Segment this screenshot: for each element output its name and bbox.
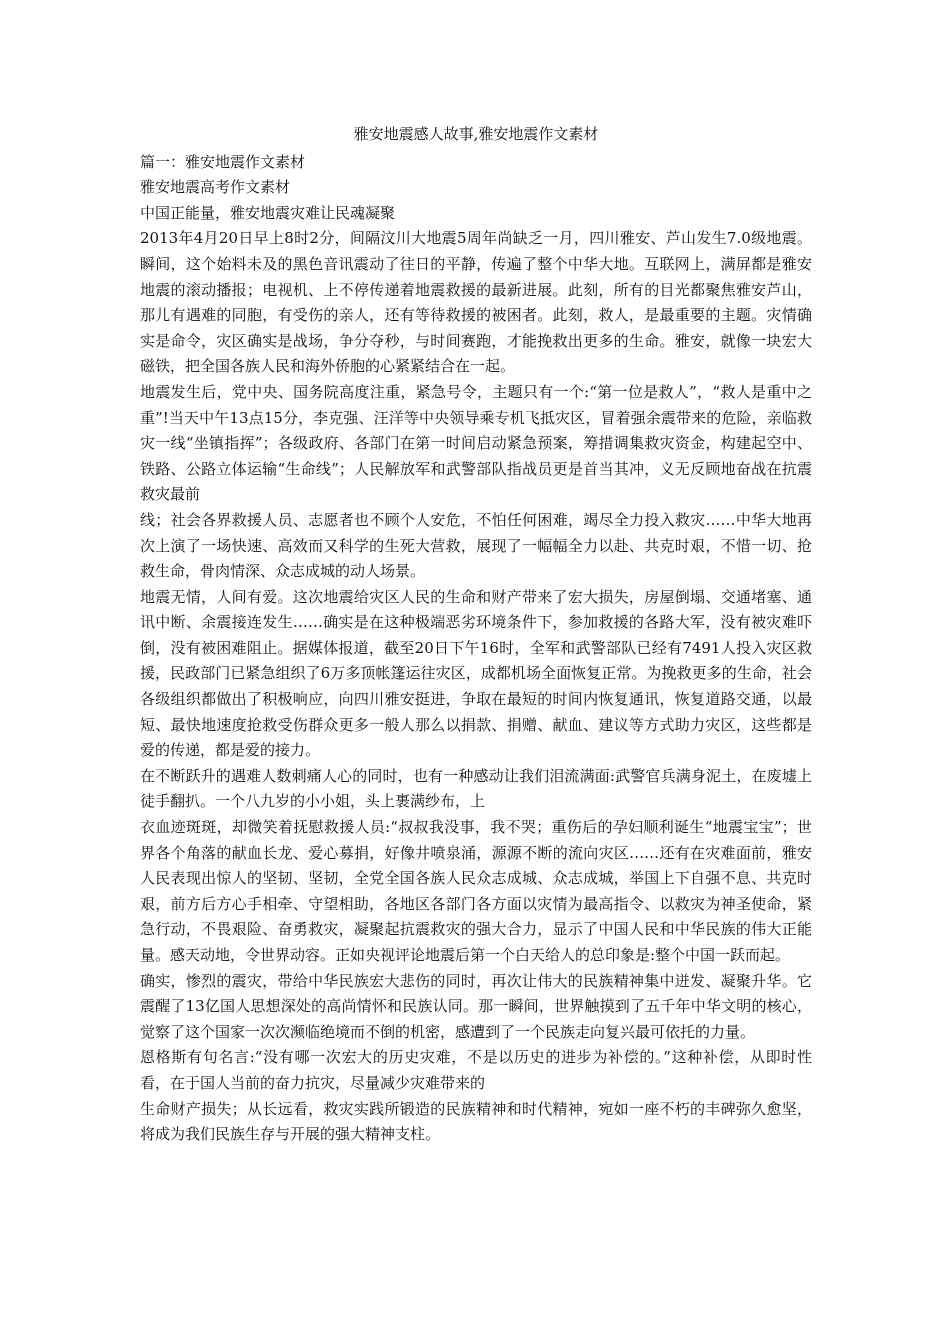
paragraph: 生命财产损失；从长远看，救灾实践所锻造的民族精神和时代精神，宛如一座不朽的丰碑弥久愈坚，将成为我们民族生存与开展的强大精神支柱。	[140, 1099, 812, 1144]
section-heading-2: 雅安地震高考作文素材	[140, 178, 291, 197]
paragraph: 地震无情，人间有爱。这次地震给灾区人民的生命和财产带来了宏大损失，房屋倒塌、交通堵塞、通讯中断、余震接连发生……确实是在这种极端恶劣环境条件下，参加救援的各路大军，没有被灾难吓倒，没有被困难阻止。据媒体报道，截至20日下午16时，全军和武警部队已经有7491人投入灾区救援，民政部门已紧急组织了6万多顶帐篷运往灾区，成都机场全面恢复正常。为挽救更多的生命，社会各级组织都做出了积极响应，向四川雅安挺进，争取在最短的时间内恢复通讯，恢复道路交通，以最短、最快地速度抢救受伤群众更多一般人那么以捐款、捐赠、献血、建议等方式助力灾区，这些都是爱的传递，都是爱的接力。	[140, 587, 812, 760]
section-heading-3: 中国正能量，雅安地震灾难让民魂凝聚	[140, 203, 396, 222]
paragraph: 在不断跃升的遇难人数刺痛人心的同时，也有一种感动让我们泪流满面:武警官兵满身泥土，在废墟上徒手翻扒。一个八九岁的小小姐，头上裹满纱布，上	[140, 766, 812, 811]
paragraph: 确实，惨烈的震灾，带给中华民族宏大悲伤的同时，再次让伟大的民族精神集中迸发、凝聚升华。它震醒了13亿国人思想深处的高尚情怀和民族认同。那一瞬间，世界触摸到了五千年中华文明的核心，觉察了这个国家一次次濒临绝境而不倒的机密，感遭到了一个民族走向复兴最可依托的力量。	[140, 971, 812, 1041]
section-heading-1: 篇一：雅安地震作文素材	[140, 152, 306, 171]
paragraph: 衣血迹斑斑，却微笑着抚慰救援人员:“叔叔我没事，我不哭；重伤后的孕妇顺利诞生“地震宝宝”；世界各个角落的献血长龙、爱心募捐，好像井喷泉涌，源源不断的流向灾区……还有在灾难面前，雅安人民表现出惊人的坚韧、坚韧，全党全国各族人民众志成城、众志成城，举国上下自强不息、共克时艰，前方后方心手相牵、守望相助，各地区各部门各方面以灾情为最高指令、以救灾为神圣使命，紧急行动，不畏艰险、奋勇救灾，凝聚起抗震救灾的强大合力，显示了中国人民和中华民族的伟大正能量。感天动地，令世界动容。正如央视评论地震后第一个白天给人的总印象是:整个中国一跃而起。	[140, 818, 812, 964]
document-body	[140, 122, 812, 1148]
document-title: 雅安地震感人故事,雅安地震作文素材	[353, 125, 599, 143]
paragraph: 地震发生后，党中央、国务院高度注重，紧急号令，主题只有一个:“第一位是救人”，“救人是重中之重”!当天中午13点15分，李克强、汪洋等中央领导乘专机飞抵灾区，冒着强余震带来的危险，亲临救灾一线“坐镇指挥”；各级政府、各部门在第一时间启动紧急预案，筹措调集救灾资金，构建起空中、铁路、公路立体运输“生命线”；人民解放军和武警部队指战员更是首当其冲，义无反顾地奋战在抗震救灾最前	[140, 382, 812, 504]
paragraph: 恩格斯有句名言:“没有哪一次宏大的历史灾难，不是以历史的进步为补偿的。”这种补偿，从即时性看，在于国人当前的奋力抗灾，尽量减少灾难带来的	[140, 1048, 812, 1092]
paragraph: 2013年4月20日早上8时2分，间隔汶川大地震5周年尚缺乏一月，四川雅安、芦山发生7.0级地震。瞬间，这个始料未及的黑色音讯震动了往日的平静，传遍了整个中华大地。互联网上，满屏都是雅安地震的滚动播报；电视机、上不停传递着地震救援的最新进展。此刻，所有的目光都聚焦雅安芦山，那儿有遇难的同胞，有受伤的亲人，还有等待救援的被困者。此刻，救人，是最重要的主题。灾情确实是命令，灾区确实是战场，争分夺秒，与时间赛跑，才能挽救出更多的生命。雅安，就像一块宏大磁铁，把全国各族人民和海外侨胞的心紧紧结合在一起。	[140, 229, 812, 376]
paragraph: 线；社会各界救援人员、志愿者也不顾个人安危，不怕任何困难，竭尽全力投入救灾……中华大地再次上演了一场快速、高效而又科学的生死大营救，展现了一幅幅全力以赴、共克时艰，不惜一切、抢救生命，骨肉情深、众志成城的动人场景。	[140, 510, 812, 581]
